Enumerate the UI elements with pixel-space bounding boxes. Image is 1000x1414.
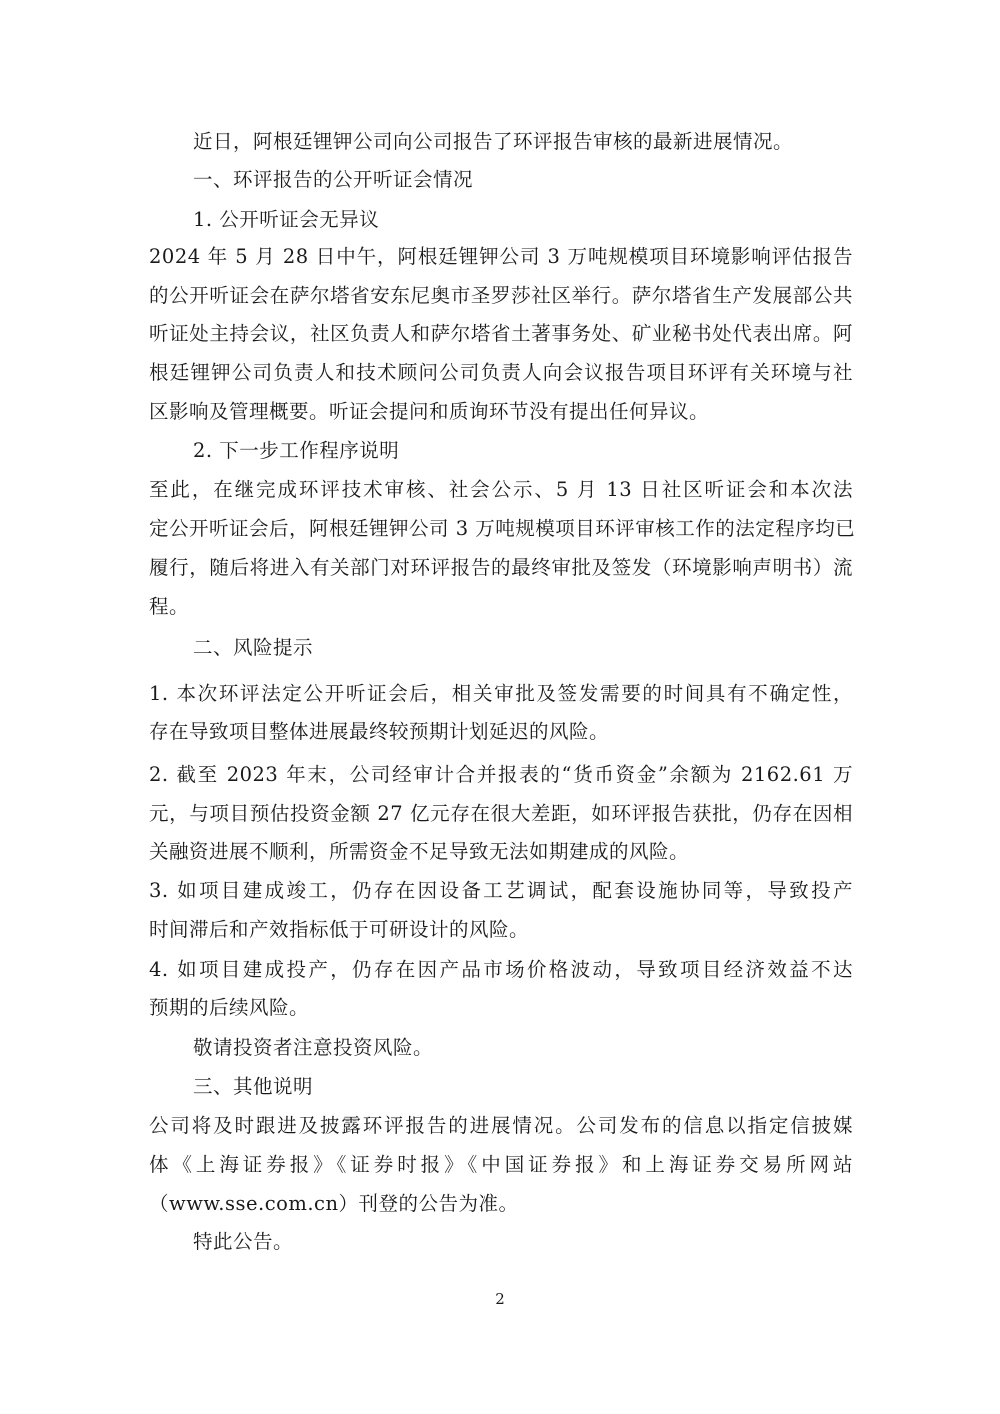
page-number: 2 [495, 1290, 505, 1308]
hearing-paragraph-line: 2024 年 5 月 28 日中午，阿根廷锂钾公司 3 万吨规模项目环境影响评估报告 [149, 245, 853, 268]
other-paragraph-line: （www.sse.com.cn）刊登的公告为准。 [149, 1192, 519, 1215]
section-heading-hearing: 一、环评报告的公开听证会情况 [193, 168, 474, 191]
other-paragraph-line: 公司将及时跟进及披露环评报告的进展情况。公司发布的信息以指定信披媒 [149, 1114, 853, 1137]
section-heading-risks: 二、风险提示 [193, 636, 314, 659]
next-steps-paragraph-line: 履行，随后将进入有关部门对环评报告的最终审批及签发（环境影响声明书）流 [149, 556, 853, 579]
closing-statement: 特此公告。 [193, 1230, 294, 1253]
intro-paragraph: 近日，阿根廷锂钾公司向公司报告了环评报告审核的最新进展情况。 [193, 130, 794, 153]
risk-item-line: 1. 本次环评法定公开听证会后，相关审批及签发需要的时间具有不确定性， [149, 682, 853, 705]
hearing-paragraph-line: 区影响及管理概要。听证会提问和质询环节没有提出任何异议。 [149, 400, 710, 423]
next-steps-paragraph-line: 程。 [149, 595, 190, 618]
next-steps-paragraph-line: 至此，在继完成环评技术审核、社会公示、5 月 13 日社区听证会和本次法 [149, 478, 853, 501]
hearing-paragraph-line: 的公开听证会在萨尔塔省安东尼奥市圣罗莎社区举行。萨尔塔省生产发展部公共 [149, 284, 853, 307]
hearing-paragraph-line: 根廷锂钾公司负责人和技术顾问公司负责人向会议报告项目环评有关环境与社 [149, 361, 853, 384]
risk-item-line: 2. 截至 2023 年末，公司经审计合并报表的“货币资金”余额为 2162.61 万 [149, 763, 853, 786]
risk-item-line: 3. 如项目建成竣工，仍存在因设备工艺调试，配套设施协同等，导致投产 [149, 879, 853, 902]
subheading-no-objection: 1. 公开听证会无异议 [193, 208, 380, 231]
risk-item-line: 存在导致项目整体进展最终较预期计划延迟的风险。 [149, 720, 610, 743]
subheading-next-steps: 2. 下一步工作程序说明 [193, 439, 400, 462]
risk-item-line: 元，与项目预估投资金额 27 亿元存在很大差距，如环评报告获批，仍存在因相 [149, 802, 853, 825]
risk-item-line: 预期的后续风险。 [149, 996, 310, 1019]
hearing-paragraph-line: 听证处主持会议，社区负责人和萨尔塔省土著事务处、矿业秘书处代表出席。阿 [149, 322, 853, 345]
risk-item-line: 时间滞后和产效指标低于可研设计的风险。 [149, 918, 530, 941]
section-heading-other: 三、其他说明 [193, 1075, 314, 1098]
investor-caution: 敬请投资者注意投资风险。 [193, 1036, 434, 1059]
other-paragraph-line: 体《上海证券报》《证券时报》《中国证券报》和上海证券交易所网站 [149, 1153, 853, 1176]
next-steps-paragraph-line: 定公开听证会后，阿根廷锂钾公司 3 万吨规模项目环评审核工作的法定程序均已 [149, 517, 856, 540]
risk-item-line: 关融资进展不顺利，所需资金不足导致无法如期建成的风险。 [149, 840, 690, 863]
risk-item-line: 4. 如项目建成投产，仍存在因产品市场价格波动，导致项目经济效益不达 [149, 958, 853, 981]
